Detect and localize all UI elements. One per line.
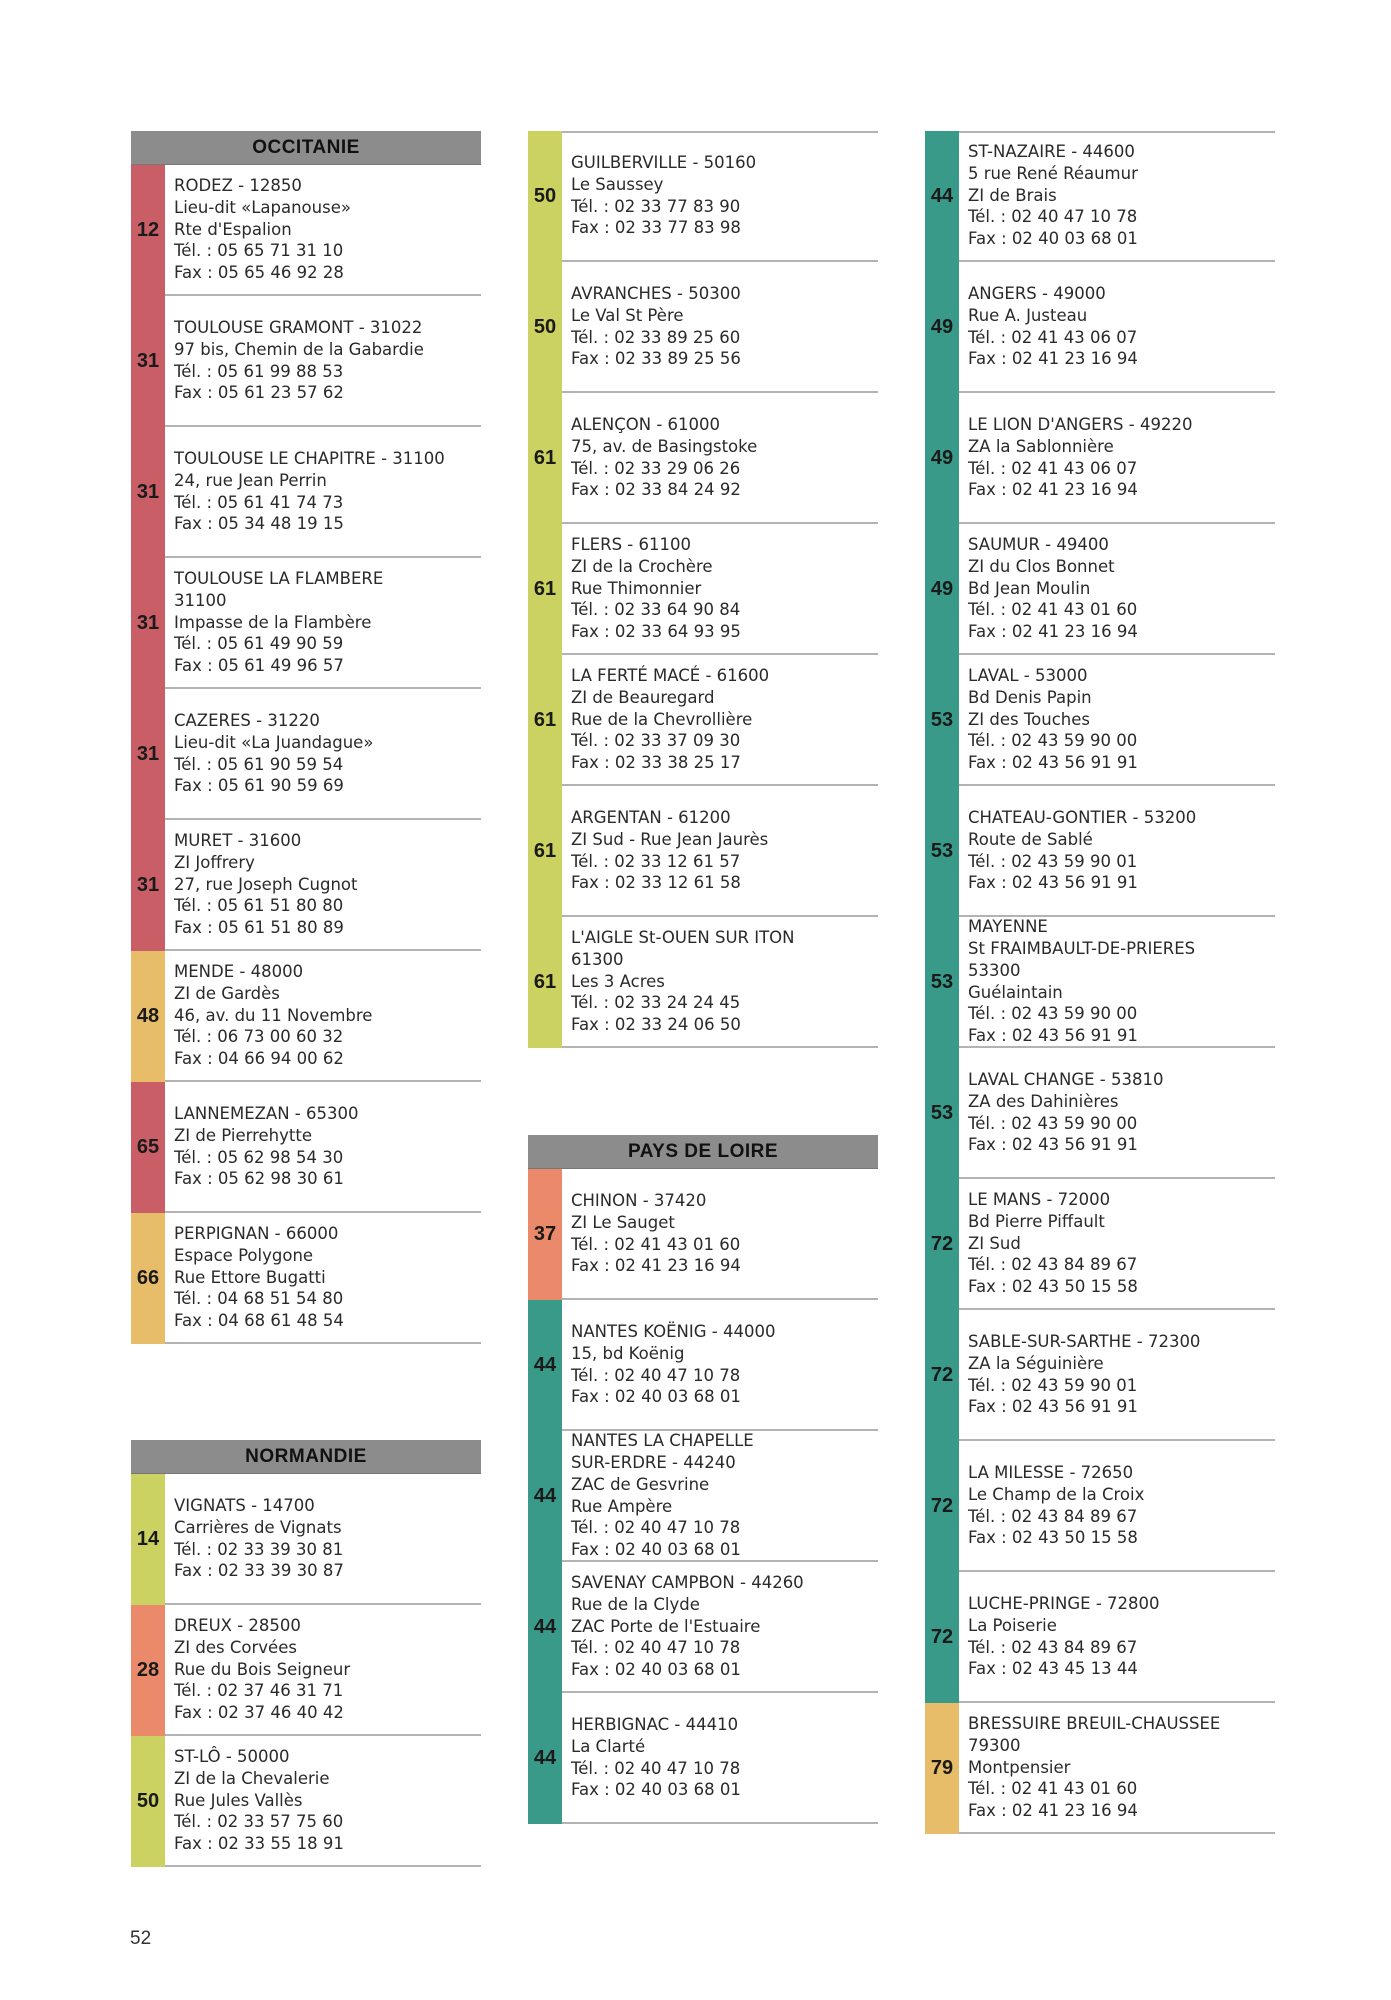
department-number-badge: 79 [925,1703,959,1834]
fax-number: Fax : 05 62 98 30 61 [174,1169,344,1189]
department-number-badge: 53 [925,917,959,1048]
department-number-badge: 53 [925,1048,959,1179]
department-number-badge: 61 [528,786,562,917]
address-line: ZI des Touches [968,709,1090,729]
address-line: ZA des Dahinières [968,1091,1119,1111]
agency-details [571,655,874,784]
department-number-badge: 31 [131,427,165,558]
agency-name: BRESSUIRE BREUIL-CHAUSSEE [968,1714,1221,1733]
phone-number: Tél. : 02 40 47 10 78 [571,1365,741,1385]
agency-entry [131,427,481,558]
department-number-badge: 37 [528,1169,562,1300]
fax-number: Fax : 02 33 84 24 92 [571,480,741,500]
address-line: Montpensier [968,1757,1071,1777]
fax-number: Fax : 02 33 55 18 91 [174,1834,344,1854]
phone-number: Tél. : 02 41 43 06 07 [968,458,1138,478]
phone-number: Tél. : 05 62 98 54 30 [174,1147,344,1167]
phone-number: Tél. : 02 43 84 89 67 [968,1637,1138,1657]
agency-name: RODEZ - 12850 [174,176,302,195]
address-line: Bd Jean Moulin [968,578,1091,598]
agency-name: LANNEMEZAN - 65300 [174,1103,359,1123]
department-number-badge: 31 [131,820,165,951]
agency-details [968,1048,1271,1177]
fax-number: Fax : 02 33 39 30 87 [174,1561,344,1581]
address-line: ZI de Beauregard [571,687,715,707]
agency-name: TOULOUSE GRAMONT - 31022 [174,317,423,337]
address-line: 61300 [571,949,624,969]
agency-details [571,131,874,260]
agency-entry [925,393,1275,524]
phone-number: Tél. : 02 43 84 89 67 [968,1255,1138,1275]
agency-details [968,1441,1271,1570]
agency-entry [528,1562,878,1693]
agency-name: HERBIGNAC - 44410 [571,1714,739,1734]
agency-entry [528,131,878,262]
agency-name: AVRANCHES - 50300 [571,283,741,303]
department-number-badge: 61 [528,655,562,786]
agency-entry [528,1693,878,1824]
address-line: ZI de Gardès [174,983,280,1003]
agency-entry [131,820,481,951]
phone-number: Tél. : 02 43 59 90 01 [968,1375,1138,1395]
agency-name: LE LION D'ANGERS - 49220 [968,414,1193,434]
divider [562,1046,878,1048]
agency-name: MENDE - 48000 [174,962,304,981]
agency-name: GUILBERVILLE - 50160 [571,152,757,172]
agency-details [571,1431,874,1560]
agency-entry [131,1605,481,1736]
address-line: ZAC de Gesvrine [571,1474,710,1494]
agency-entry [131,951,481,1082]
address-line: Le Champ de la Croix [968,1484,1145,1504]
agency-name: LAVAL CHANGE - 53810 [968,1069,1164,1089]
agency-details [968,262,1271,391]
phone-number: Tél. : 02 37 46 31 71 [174,1681,344,1701]
phone-number: Tél. : 02 33 37 09 30 [571,731,741,751]
section-header-occitanie: OCCITANIE [131,131,481,165]
department-number-badge: 61 [528,393,562,524]
agency-name: ALENÇON - 61000 [571,414,721,434]
agency-name: ARGENTAN - 61200 [571,807,731,827]
agency-details [571,262,874,391]
agency-details [968,1310,1271,1439]
address-line: 46, av. du 11 Novembre [174,1005,373,1025]
fax-number: Fax : 04 68 61 48 54 [174,1311,344,1331]
address-line: ZI du Clos Bonnet [968,556,1115,576]
address-line: 53300 [968,960,1021,980]
agency-entry [131,1082,481,1213]
phone-number: Tél. : 02 41 43 01 60 [968,600,1138,620]
agency-entry [925,917,1275,1048]
agency-details [571,1562,874,1691]
fax-number: Fax : 02 33 24 06 50 [571,1015,741,1035]
phone-number: Tél. : 04 68 51 54 80 [174,1289,344,1309]
agency-entry [131,1474,481,1605]
fax-number: Fax : 02 43 56 91 91 [968,1397,1138,1417]
department-number-badge: 50 [131,1736,165,1867]
department-number-badge: 12 [131,165,165,296]
address-line: Rue Ettore Bugatti [174,1267,326,1287]
agency-name: PERPIGNAN - 66000 [174,1224,339,1243]
fax-number: Fax : 05 65 46 92 28 [174,263,344,283]
address-line: St FRAIMBAULT-DE-PRIERES [968,938,1196,958]
address-line: La Poiserie [968,1615,1057,1635]
agency-details [174,558,477,687]
agency-details [968,786,1271,915]
agency-entry [925,786,1275,917]
agency-entry [925,1179,1275,1310]
fax-number: Fax : 02 43 56 91 91 [968,753,1138,773]
phone-number: Tél. : 02 33 89 25 60 [571,327,741,347]
fax-number: Fax : 02 41 23 16 94 [968,480,1138,500]
phone-number: Tél. : 02 40 47 10 78 [571,1638,741,1658]
address-line: Rue du Bois Seigneur [174,1659,351,1679]
address-line: ZI de la Crochère [571,556,713,576]
phone-number: Tél. : 02 33 39 30 81 [174,1539,344,1559]
agency-details [571,524,874,653]
agency-entry [925,1441,1275,1572]
department-number-badge: 31 [131,558,165,689]
department-number-badge: 50 [528,262,562,393]
agency-entry [925,1572,1275,1703]
agency-entry [528,393,878,524]
agency-details [174,165,477,294]
address-line: ZI Le Sauget [571,1212,675,1232]
department-number-badge: 72 [925,1572,959,1703]
agency-name: LE MANS - 72000 [968,1190,1111,1209]
agency-details [174,820,477,949]
agency-name: TOULOUSE LE CHAPITRE - 31100 [174,448,445,468]
phone-number: Tél. : 02 33 24 24 45 [571,993,741,1013]
agency-name: LUCHE-PRINGE - 72800 [968,1593,1160,1613]
address-line: ZI de Pierrehytte [174,1125,312,1145]
phone-number: Tél. : 02 43 59 90 00 [968,1113,1138,1133]
department-number-badge: 65 [131,1082,165,1213]
column-left [131,0,481,1900]
agency-details [968,393,1271,522]
fax-number: Fax : 02 33 64 93 95 [571,622,741,642]
fax-number: Fax : 02 41 23 16 94 [571,1256,741,1276]
agency-name: ST-LÔ - 50000 [174,1747,290,1766]
fax-number: Fax : 02 33 77 83 98 [571,218,741,238]
agency-name: ANGERS - 49000 [968,283,1106,303]
fax-number: Fax : 02 43 56 91 91 [968,1026,1138,1046]
agency-entry [528,1431,878,1562]
agency-details [571,393,874,522]
address-line: ZI Sud [968,1233,1021,1253]
agency-details [968,1179,1271,1308]
address-line: Rue Ampère [571,1496,673,1516]
agency-name: LA MILESSE - 72650 [968,1462,1134,1482]
phone-number: Tél. : 02 40 47 10 78 [571,1518,741,1538]
agency-entry [925,524,1275,655]
department-number-badge: 72 [925,1310,959,1441]
fax-number: Fax : 02 33 38 25 17 [571,753,741,773]
fax-number: Fax : 02 40 03 68 01 [571,1780,741,1800]
address-line: Rue Jules Vallès [174,1790,303,1810]
phone-number: Tél. : 05 61 51 80 80 [174,896,344,916]
department-number-badge: 50 [528,131,562,262]
fax-number: Fax : 05 34 48 19 15 [174,514,344,534]
agency-name: VIGNATS - 14700 [174,1495,315,1515]
agency-details [174,1082,477,1211]
agency-details [968,524,1271,653]
address-line: 27, rue Joseph Cugnot [174,874,358,894]
department-number-badge: 49 [925,393,959,524]
fax-number: Fax : 02 37 46 40 42 [174,1703,344,1723]
section-header-normandie: NORMANDIE [131,1440,481,1474]
fax-number: Fax : 02 40 03 68 01 [571,1540,741,1560]
phone-number: Tél. : 02 43 59 90 00 [968,1004,1138,1024]
phone-number: Tél. : 02 41 43 01 60 [571,1234,741,1254]
agency-details [571,917,874,1046]
address-line: 31100 [174,590,227,610]
department-number-badge: 44 [528,1562,562,1693]
agency-details [174,689,477,818]
divider [959,1832,1275,1834]
address-line: ZI Joffrery [174,852,255,872]
fax-number: Fax : 02 43 45 13 44 [968,1659,1138,1679]
address-line: Rue de la Chevrollière [571,709,753,729]
department-number-badge: 53 [925,786,959,917]
fax-number: Fax : 02 40 03 68 01 [968,229,1138,249]
phone-number: Tél. : 02 33 77 83 90 [571,196,741,216]
department-number-badge: 44 [528,1431,562,1562]
department-number-badge: 44 [925,131,959,262]
agency-name: SAUMUR - 49400 [968,535,1109,554]
phone-number: Tél. : 02 40 47 10 78 [571,1758,741,1778]
agency-entry [131,689,481,820]
department-number-badge: 31 [131,296,165,427]
address-line: 15, bd Koënig [571,1343,685,1363]
agency-name: MAYENNE [968,917,1048,937]
agency-details [571,786,874,915]
agency-entry [925,131,1275,262]
fax-number: Fax : 02 43 50 15 58 [968,1277,1138,1297]
address-line: ZI de la Chevalerie [174,1768,330,1788]
section-header-pays-de-loire: PAYS DE LOIRE [528,1135,878,1169]
agency-name: CHATEAU-GONTIER - 53200 [968,807,1197,827]
address-line: Lieu-dit «La Juandague» [174,732,374,752]
department-number-badge: 61 [528,524,562,655]
fax-number: Fax : 05 61 51 80 89 [174,918,344,938]
address-line: Rue de la Clyde [571,1594,700,1614]
agency-entry [131,296,481,427]
department-number-badge: 72 [925,1179,959,1310]
agency-name: SAVENAY CAMPBON - 44260 [571,1573,804,1592]
department-number-badge: 53 [925,655,959,786]
phone-number: Tél. : 02 43 84 89 67 [968,1506,1138,1526]
address-line: ZAC Porte de l'Estuaire [571,1616,761,1636]
agency-details [968,655,1271,784]
department-number-badge: 66 [131,1213,165,1344]
address-line: Rte d'Espalion [174,219,292,239]
address-line: Guélaintain [968,982,1063,1002]
address-line: Le Val St Père [571,305,684,325]
address-line: Bd Denis Papin [968,687,1092,707]
divider [562,1822,878,1824]
column-right [925,0,1275,1900]
address-line: La Clarté [571,1736,646,1756]
agency-name: SABLE-SUR-SARTHE - 72300 [968,1331,1201,1351]
agency-details [174,1474,477,1603]
agency-name: CAZERES - 31220 [174,710,320,730]
agency-name: CHINON - 37420 [571,1190,707,1210]
phone-number: Tél. : 02 41 43 01 60 [968,1779,1138,1799]
fax-number: Fax : 02 33 89 25 56 [571,349,741,369]
address-line: Le Saussey [571,174,664,194]
fax-number: Fax : 02 43 50 15 58 [968,1528,1138,1548]
department-number-badge: 44 [528,1300,562,1431]
fax-number: Fax : 02 43 56 91 91 [968,1135,1138,1155]
address-line: SUR-ERDRE - 44240 [571,1452,736,1472]
address-line: Espace Polygone [174,1245,314,1265]
address-line: Rue Thimonnier [571,578,702,598]
agency-details [571,1300,874,1429]
agency-details [174,1213,477,1342]
phone-number: Tél. : 02 33 12 61 57 [571,851,741,871]
address-line: Carrières de Vignats [174,1517,342,1537]
agency-entry [528,1300,878,1431]
phone-number: Tél. : 06 73 00 60 32 [174,1027,344,1047]
agency-entry [528,1169,878,1300]
department-number-badge: 31 [131,689,165,820]
fax-number: Fax : 02 41 23 16 94 [968,349,1138,369]
address-line: 24, rue Jean Perrin [174,470,327,490]
agency-details [571,1169,874,1298]
fax-number: Fax : 02 33 12 61 58 [571,873,741,893]
agency-details [968,131,1271,260]
address-line: 5 rue René Réaumur [968,163,1138,183]
agency-name: LAVAL - 53000 [968,666,1088,685]
department-number-badge: 49 [925,524,959,655]
address-line: ZI des Corvées [174,1637,297,1657]
address-line: Rue A. Justeau [968,305,1088,325]
agency-entry [925,262,1275,393]
divider [165,1342,481,1344]
fax-number: Fax : 04 66 94 00 62 [174,1049,344,1069]
divider [165,1865,481,1867]
agency-details [968,917,1271,1046]
agency-name: MURET - 31600 [174,831,302,850]
phone-number: Tél. : 05 61 49 90 59 [174,634,344,654]
phone-number: Tél. : 02 40 47 10 78 [968,207,1138,227]
fax-number: Fax : 02 43 56 91 91 [968,873,1138,893]
fax-number: Fax : 02 41 23 16 94 [968,622,1138,642]
agency-details [174,296,477,425]
agency-details [174,1605,477,1734]
fax-number: Fax : 02 41 23 16 94 [968,1801,1138,1821]
address-line: Bd Pierre Piffault [968,1211,1105,1231]
address-line: Impasse de la Flambère [174,612,372,632]
agency-entry [925,1048,1275,1179]
department-number-badge: 48 [131,951,165,1082]
agency-entry [925,655,1275,786]
phone-number: Tél. : 05 61 90 59 54 [174,754,344,774]
column-middle [528,0,878,1900]
agency-entry [131,165,481,296]
phone-number: Tél. : 02 43 59 90 01 [968,851,1138,871]
agency-entry [925,1703,1275,1834]
phone-number: Tél. : 02 43 59 90 00 [968,731,1138,751]
department-number-badge: 61 [528,917,562,1048]
address-line: Lieu-dit «Lapanouse» [174,197,351,217]
address-line: 97 bis, Chemin de la Gabardie [174,339,424,359]
phone-number: Tél. : 02 33 64 90 84 [571,600,741,620]
agency-name: NANTES KOËNIG - 44000 [571,1321,776,1341]
agency-entry [528,262,878,393]
agency-name: DREUX - 28500 [174,1616,301,1635]
address-line: ZA la Séguinière [968,1353,1104,1373]
department-number-badge: 14 [131,1474,165,1605]
agency-entry [528,524,878,655]
fax-number: Fax : 05 61 90 59 69 [174,776,344,796]
phone-number: Tél. : 05 61 99 88 53 [174,361,344,381]
department-number-badge: 72 [925,1441,959,1572]
address-line: ZI de Brais [968,185,1057,205]
department-number-badge: 28 [131,1605,165,1736]
fax-number: Fax : 05 61 49 96 57 [174,656,344,676]
address-line: 79300 [968,1735,1021,1755]
address-line: Route de Sablé [968,829,1093,849]
agency-details [174,951,477,1080]
page-number: 52 [130,1928,152,1949]
agency-entry [131,558,481,689]
agency-details [174,427,477,556]
address-line: Les 3 Acres [571,971,665,991]
agency-name: NANTES LA CHAPELLE [571,1431,754,1451]
agency-name: LA FERTÉ MACÉ - 61600 [571,666,770,685]
department-number-badge: 49 [925,262,959,393]
agency-name: TOULOUSE LA FLAMBERE [174,569,384,588]
fax-number: Fax : 05 61 23 57 62 [174,383,344,403]
agency-entry [131,1213,481,1344]
agency-entry [528,786,878,917]
phone-number: Tél. : 02 33 29 06 26 [571,458,741,478]
agency-details [174,1736,477,1865]
phone-number: Tél. : 02 33 57 75 60 [174,1812,344,1832]
agency-entry [528,655,878,786]
phone-number: Tél. : 02 41 43 06 07 [968,327,1138,347]
agency-entry [925,1310,1275,1441]
address-line: 75, av. de Basingstoke [571,436,758,456]
agency-name: L'AIGLE St-OUEN SUR ITON [571,928,795,947]
agency-entry [131,1736,481,1867]
agency-details [571,1693,874,1822]
fax-number: Fax : 02 40 03 68 01 [571,1660,741,1680]
agency-entry [528,917,878,1048]
department-number-badge: 44 [528,1693,562,1824]
agency-details [968,1572,1271,1701]
address-line: ZI Sud - Rue Jean Jaurès [571,829,769,849]
phone-number: Tél. : 05 61 41 74 73 [174,492,344,512]
fax-number: Fax : 02 40 03 68 01 [571,1387,741,1407]
agency-name: FLERS - 61100 [571,535,691,554]
agency-details [968,1703,1271,1832]
agency-name: ST-NAZAIRE - 44600 [968,142,1135,161]
phone-number: Tél. : 05 65 71 31 10 [174,241,344,261]
address-line: ZA la Sablonnière [968,436,1114,456]
